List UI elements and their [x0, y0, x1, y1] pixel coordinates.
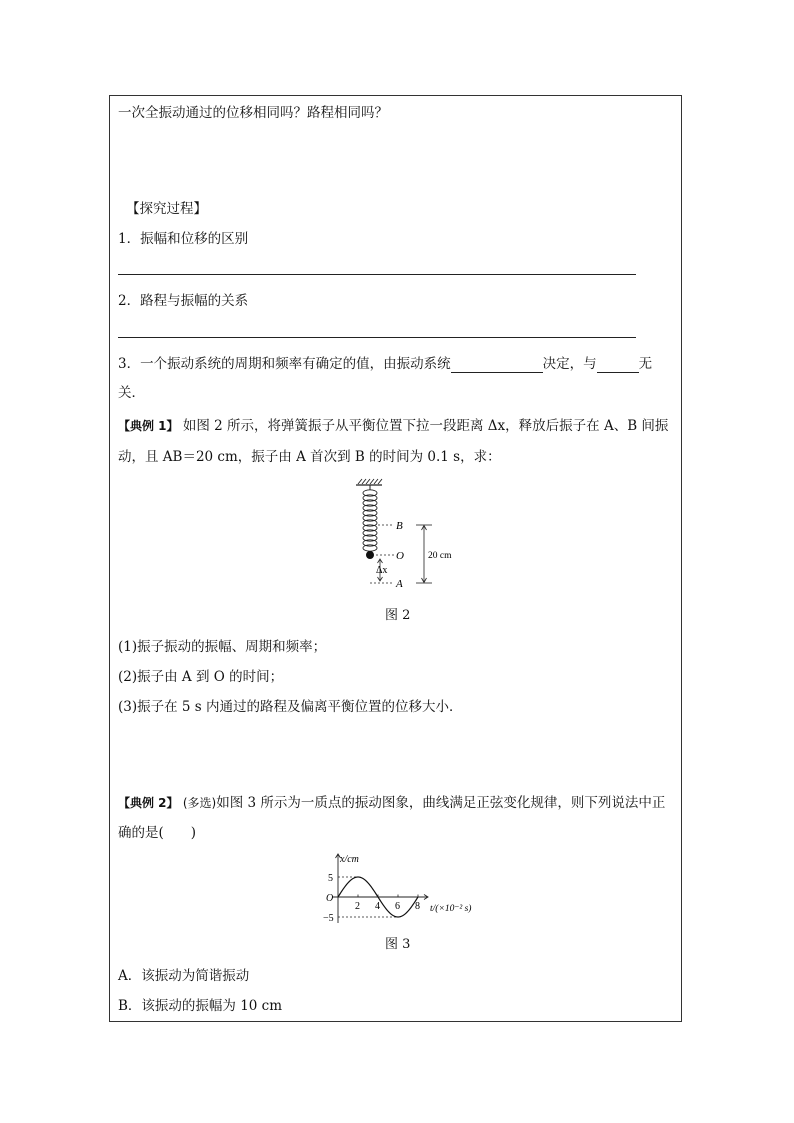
option-A[interactable]: A．该振动为简谐振动	[118, 968, 250, 984]
example2-line-2: 确的是( )	[118, 825, 197, 841]
x-tick-label: 8	[415, 901, 420, 912]
y-tick-label: −5	[323, 913, 334, 924]
label-O: O	[396, 550, 404, 562]
answer-blank-2[interactable]	[118, 337, 636, 338]
example1-line-2: 动，且 AB＝20 cm，振子由 A 首次到 B 的时间为 0.1 s，求：	[118, 449, 501, 465]
x-tick-label: 4	[375, 901, 380, 912]
origin-label: O	[326, 893, 334, 904]
process-heading: 【探究过程】	[126, 201, 207, 217]
example2-line-1	[118, 794, 665, 812]
label-A: A	[396, 578, 403, 590]
label-dx: Δx	[376, 565, 388, 576]
example1-line-1	[118, 417, 668, 435]
figure3-caption: 图 3	[385, 937, 411, 952]
ceiling-hatch	[358, 479, 382, 484]
item3-text-a: 3．一个振动系统的周期和频率有确定的值，由振动系统	[118, 356, 451, 372]
item3-blank-2[interactable]	[597, 358, 639, 373]
example1-text-a: 如图 2 所示，将弹簧振子从平衡位置下拉一段距离 Δx，释放后振子在 A、B 间振	[178, 418, 669, 434]
oscillator-ball	[366, 551, 374, 559]
label-20cm: 20 cm	[428, 551, 452, 561]
example2-multi: (多选)	[182, 796, 217, 810]
label-B: B	[396, 520, 403, 532]
process-item-1: 1．振幅和位移的区别	[118, 231, 249, 247]
example1-q2: (2)振子由 A 到 O 的时间；	[118, 669, 284, 685]
process-item-2: 2．路程与振幅的关系	[118, 293, 249, 309]
item3-blank-1[interactable]	[451, 358, 543, 373]
example1-q1: (1)振子振动的振幅、周期和频率；	[118, 639, 327, 655]
y-axis-label: x/cm	[340, 854, 359, 865]
y-tick-label: 5	[328, 873, 333, 884]
item3-text-c: 无	[638, 356, 653, 372]
item3-text-b: 决定，与	[542, 356, 597, 372]
example2-tag: 【典例 2】	[118, 796, 179, 810]
option-B[interactable]: B．该振动的振幅为 10 cm	[118, 998, 283, 1014]
process-item-3	[118, 355, 652, 373]
figure2-caption: 图 2	[385, 608, 411, 623]
spring-coils	[363, 490, 377, 551]
example2-text-a: 如图 3 所示为一质点的振动图象，曲线满足正弦变化规律，则下列说法中正	[216, 795, 666, 811]
spring-oscillator-figure	[350, 476, 480, 594]
x-axis-label: t/(×10⁻² s)	[430, 904, 472, 914]
item3-continuation: 关．	[118, 385, 145, 401]
example1-tag: 【典例 1】	[118, 419, 179, 433]
answer-blank-1[interactable]	[118, 274, 636, 275]
intro-question: 一次全振动通过的位移相同吗？路程相同吗？	[118, 105, 388, 121]
vibration-chart	[310, 848, 490, 928]
example1-q3: (3)振子在 5 s 内通过的路程及偏离平衡位置的位移大小．	[118, 699, 463, 715]
x-tick-label: 2	[355, 901, 360, 912]
x-tick-label: 6	[395, 901, 400, 912]
